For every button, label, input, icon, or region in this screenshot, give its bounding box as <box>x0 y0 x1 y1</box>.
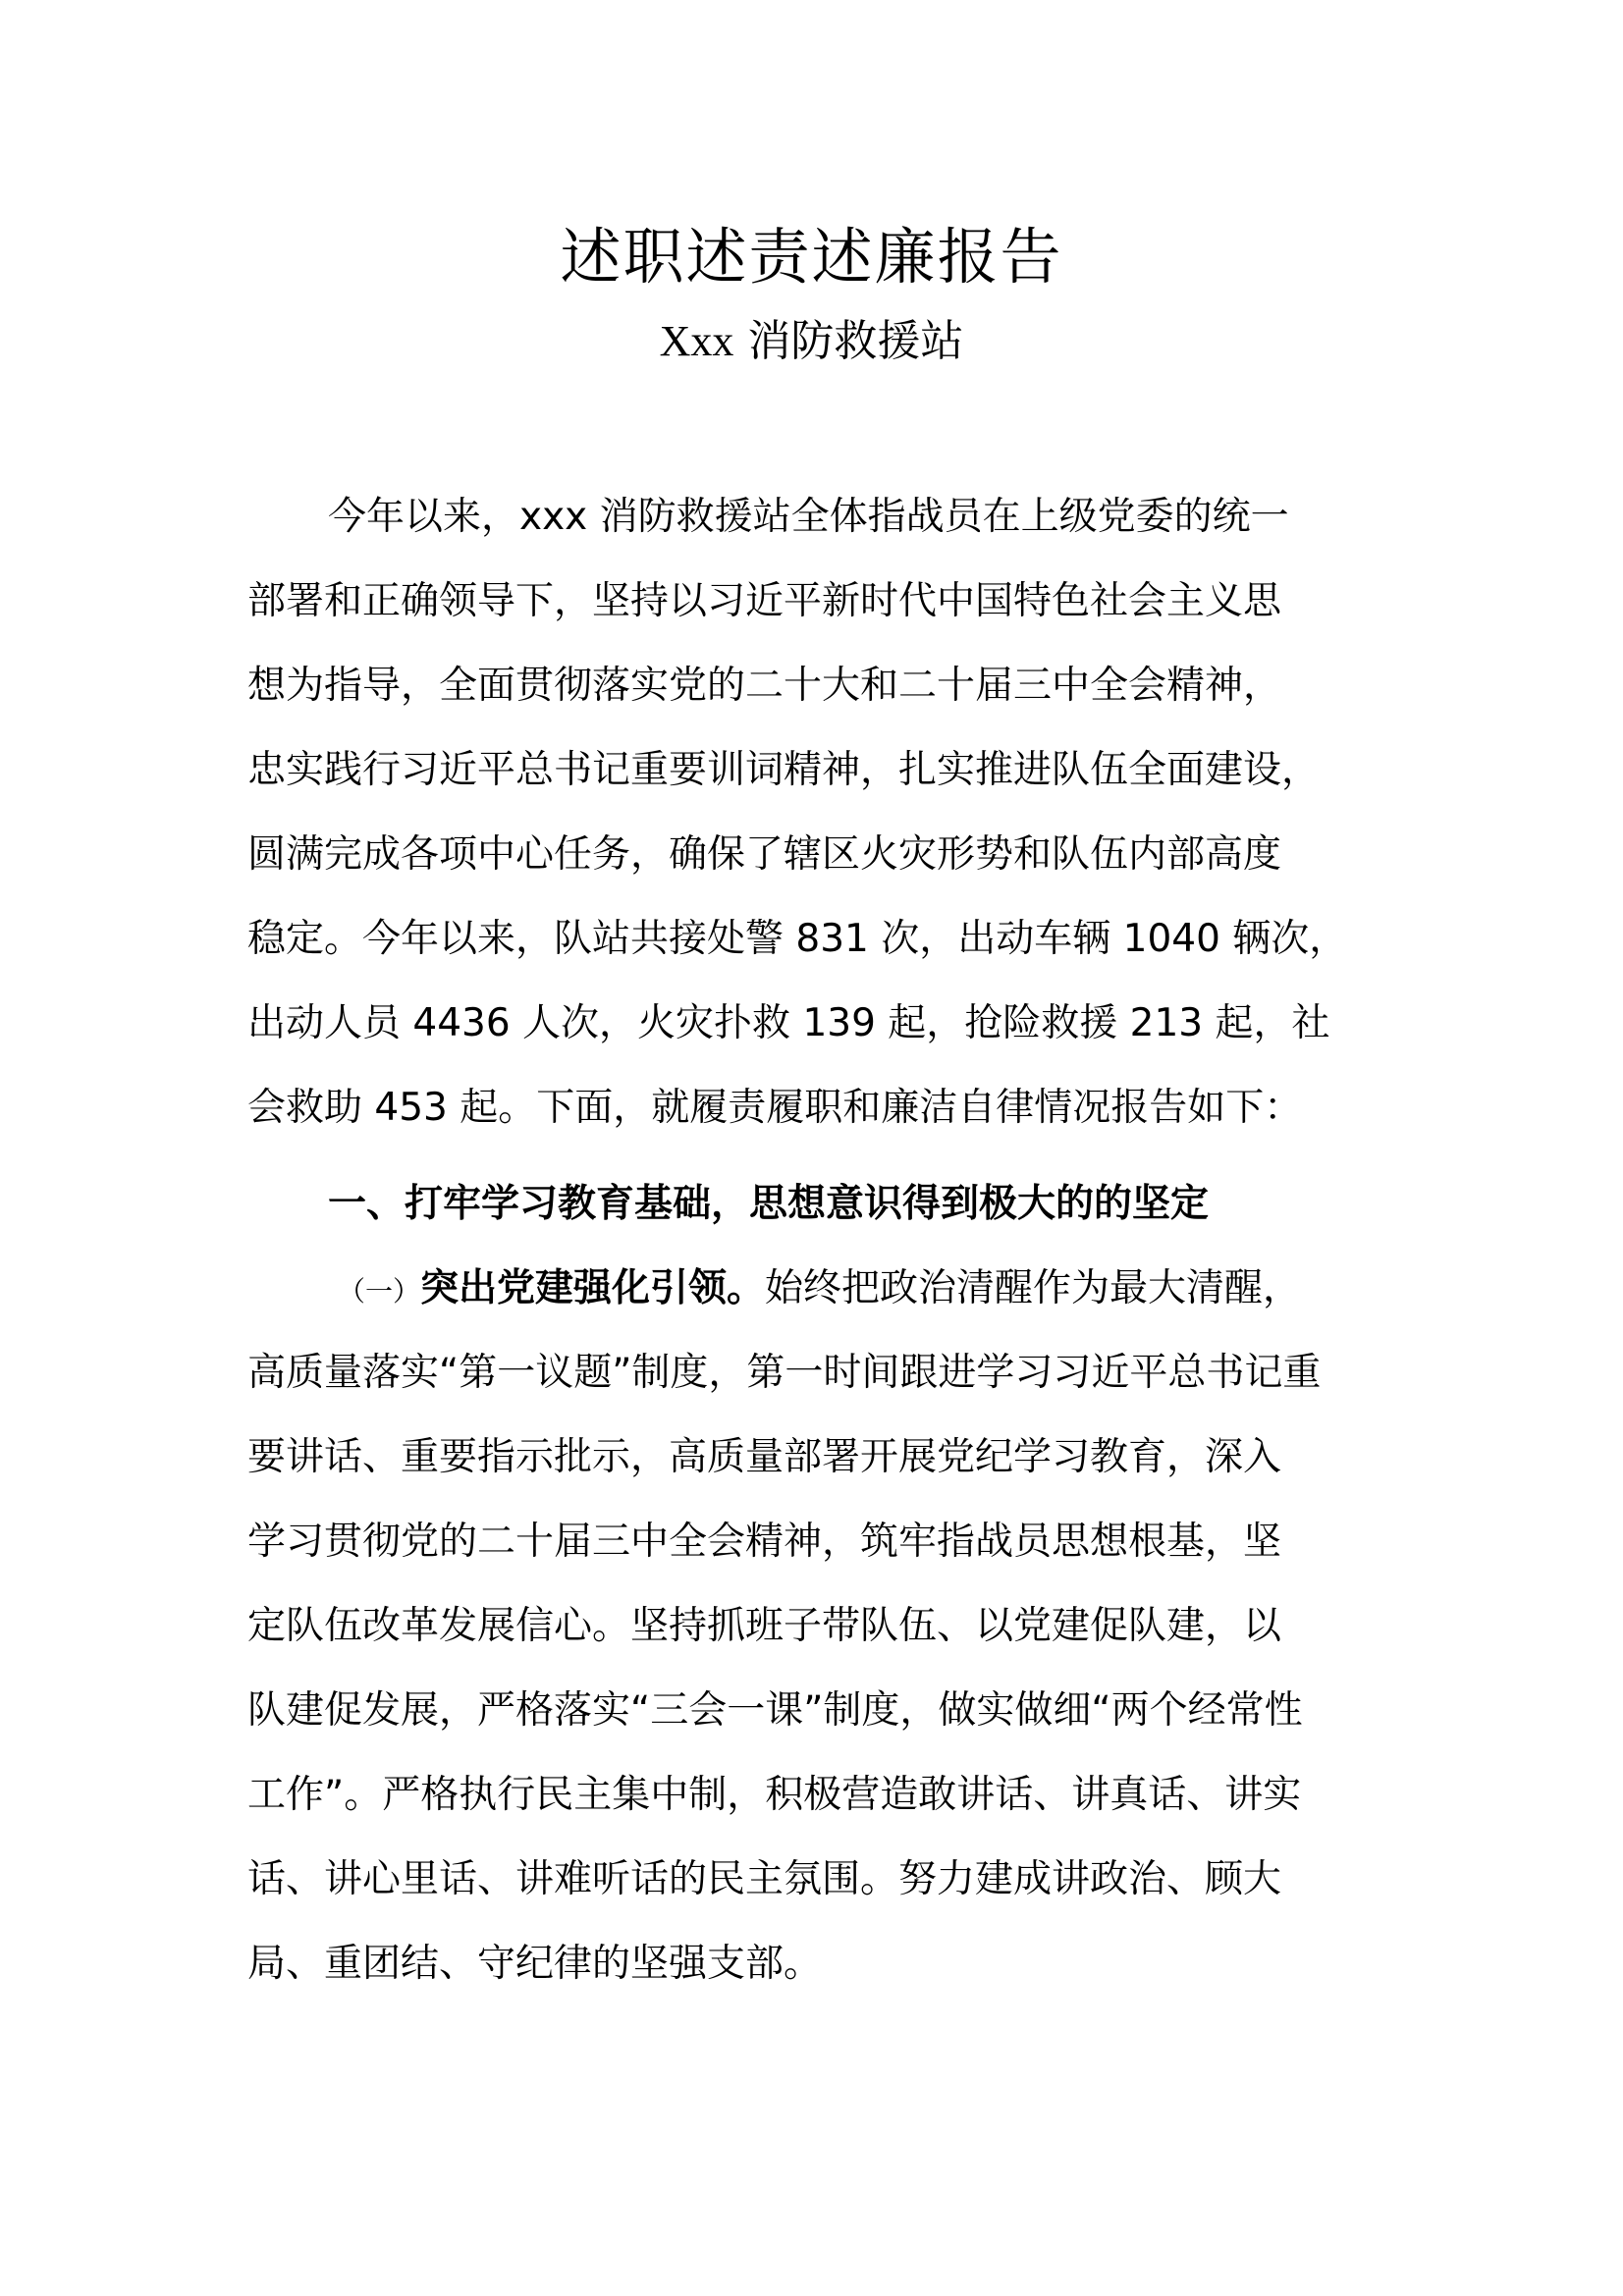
intro-line: 忠实践行习近平总书记重要训词精神，扎实推进队伍全面建设， <box>247 748 1321 792</box>
subsection-line: 要讲话、重要指示批示，高质量部署开展党纪学习教育，深入 <box>247 1435 1282 1479</box>
subsection-first-line-text: 始终把政治清醒作为最大清醒， <box>765 1266 1302 1310</box>
subtitle-org-name: 消防救援站 <box>733 316 964 366</box>
intro-line: 今年以来，xxx 消防救援站全体指战员在上级党委的统一 <box>328 495 1289 539</box>
subsection-line: 定队伍改革发展信心。坚持抓班子带队伍、以党建促队建，以 <box>247 1604 1282 1648</box>
subtitle-org-prefix: Xxx <box>659 317 734 365</box>
subsection-line: 学习贯彻党的二十届三中全会精神，筑牢指战员思想根基，坚 <box>247 1520 1282 1564</box>
subsection-heading: 突出党建强化引领。 <box>420 1266 766 1310</box>
section-heading: 一、打牢学习教育基础，思想意识得到极大的的坚定 <box>328 1182 1210 1226</box>
intro-line: 部署和正确领导下，坚持以习近平新时代中国特色社会主义思 <box>247 579 1282 623</box>
subsection-line: 队建促发展，严格落实“三会一课”制度，做实做细“两个经常性 <box>247 1688 1303 1733</box>
subsection-paragraph <box>247 1247 1426 2006</box>
intro-line: 圆满完成各项中心任务，确保了辖区火灾形势和队伍内部高度 <box>247 832 1282 877</box>
intro-paragraph <box>247 475 1426 1150</box>
document-title: 述职述责述廉报告 <box>560 221 1063 293</box>
document-subtitle <box>0 312 1623 371</box>
subsection-line: 话、讲心里话、讲难听话的民主氛围。努力建成讲政治、顾大 <box>247 1857 1282 1901</box>
subsection-line: 工作”。严格执行民主集中制，积极营造敢讲话、讲真话、讲实 <box>247 1773 1302 1817</box>
intro-line: 出动人员 4436 人次，火灾扑救 139 起，抢险救援 213 起，社 <box>247 1001 1330 1045</box>
subsection-line: 局、重团结、守纪律的坚强支部。 <box>247 1942 823 1986</box>
subsection-first-line <box>247 1247 1426 1331</box>
subsection-line: 高质量落实“第一议题”制度，第一时间跟进学习习近平总书记重 <box>247 1351 1322 1395</box>
intro-line: 会救助 453 起。下面，就履责履职和廉洁自律情况报告如下： <box>247 1086 1303 1130</box>
intro-line: 稳定。今年以来，队站共接处警 831 次，出动车辆 1040 辆次， <box>247 917 1348 961</box>
subsection-number: （一） <box>338 1275 421 1308</box>
intro-line: 想为指导，全面贯彻落实党的二十大和二十届三中全会精神， <box>247 664 1282 708</box>
